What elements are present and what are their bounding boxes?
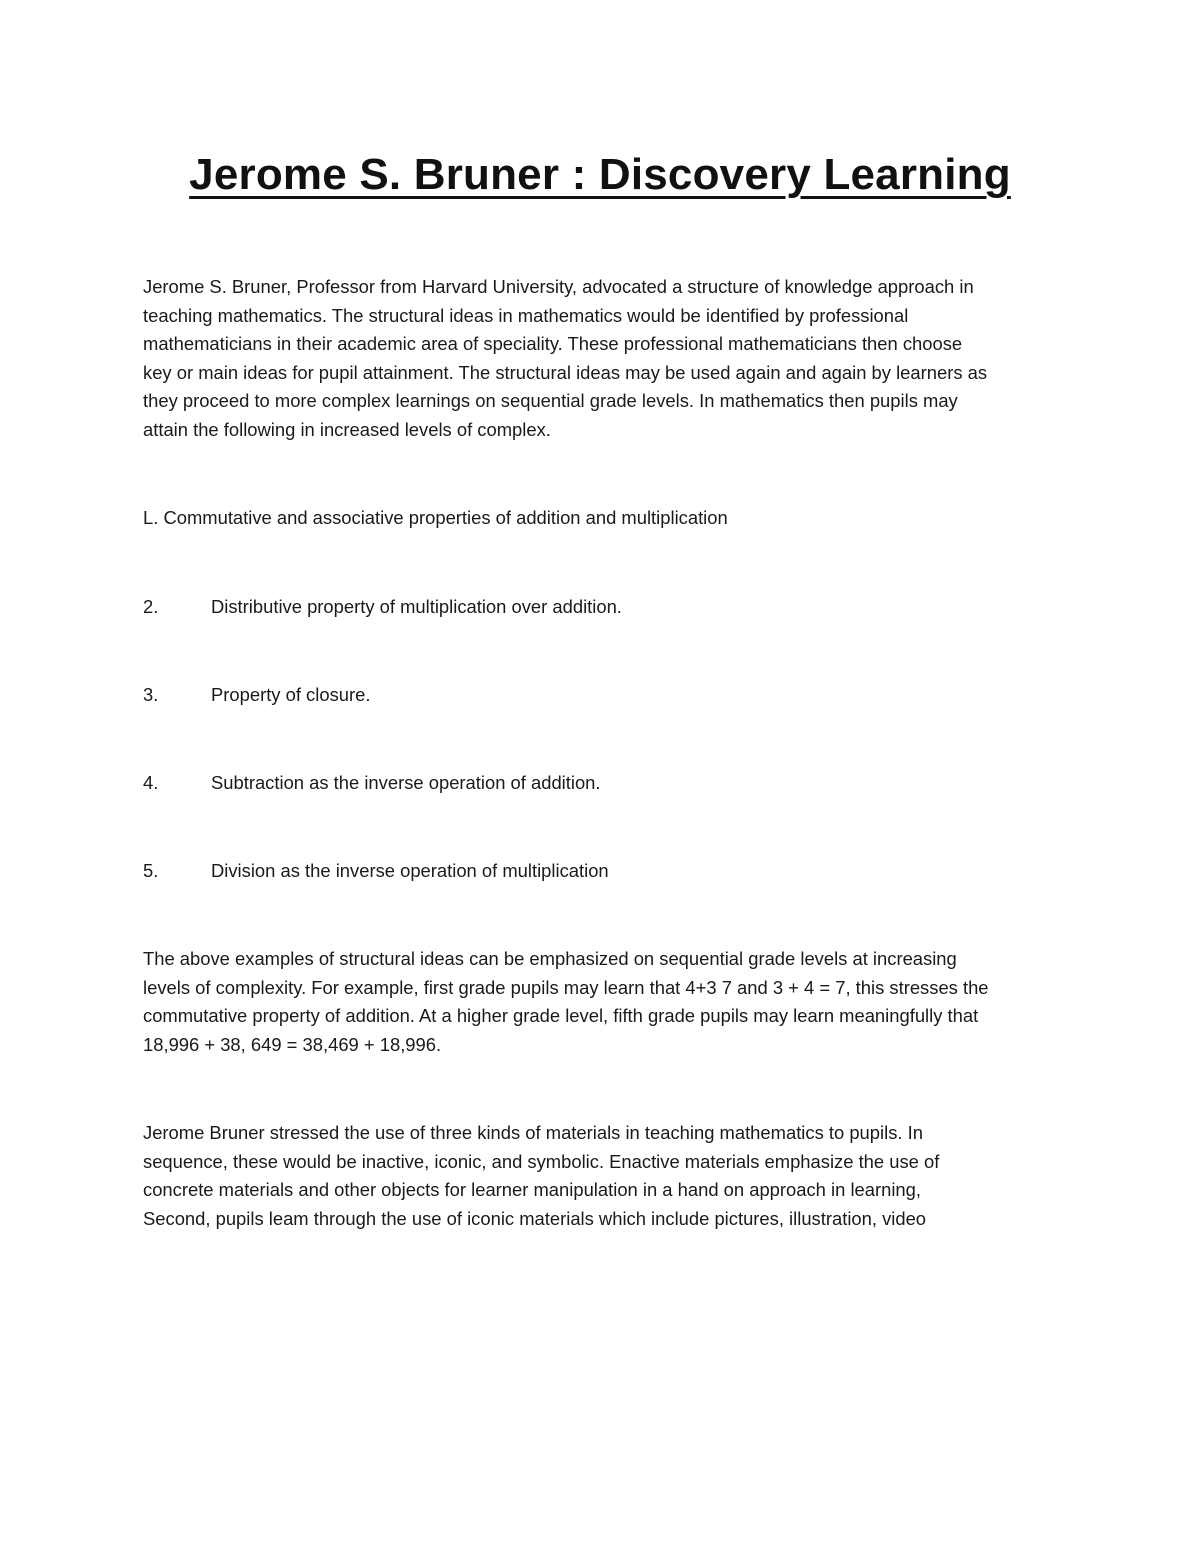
list-item-text: Subtraction as the inverse operation of addition. [211, 772, 601, 793]
paragraph-line: The above examples of structural ideas can be emphasized on sequential grade levels at increasing [143, 948, 957, 969]
list-item-text: Division as the inverse operation of multiplication [211, 860, 609, 881]
list-item-number: 3. [143, 684, 159, 705]
paragraph-line: Second, pupils leam through the use of iconic materials which include pictures, illustration, video [143, 1207, 927, 1229]
paragraph-line: commutative property of addition. At a higher grade level, fifth grade pupils may learn meaningfully that [143, 1005, 979, 1027]
list-item-text: Distributive property of multiplication over addition. [211, 596, 622, 617]
paragraph-line: levels of complexity. For example, first grade pupils may learn that 4+3 7 and 3 + 4 = 7, this stresses the [143, 976, 989, 998]
list-item-number: 4. [143, 772, 159, 793]
list-item-number: 5. [143, 860, 159, 881]
paragraph-line: 18,996 + 38, 649 = 38,469 + 18,996. [143, 1033, 442, 1055]
list-item-first: L. Commutative and associative properties of addition and multiplication [143, 507, 728, 528]
list-item-text: Property of closure. [211, 684, 371, 705]
paragraph-line: key or main ideas for pupil attainment. The structural ideas may be used again and again by learners as [143, 361, 988, 383]
examples-paragraph [143, 945, 1063, 1059]
paragraph-line: sequence, these would be inactive, iconic, and symbolic. Enactive materials emphasize the use of [143, 1150, 940, 1172]
intro-paragraph [143, 273, 1063, 445]
list-item-number: 2. [143, 596, 159, 617]
paragraph-line: Jerome S. Bruner, Professor from Harvard University, advocated a structure of knowledge approach in [143, 276, 974, 297]
paragraph-line: teaching mathematics. The structural ideas in mathematics would be identified by professional [143, 304, 909, 326]
paragraph-line: mathematicians in their academic area of speciality. These professional mathematicians then choose [143, 333, 963, 355]
paragraph-line: Jerome Bruner stressed the use of three kinds of materials in teaching mathematics to pupils. In [143, 1122, 923, 1143]
materials-paragraph [143, 1119, 1063, 1233]
paragraph-line: they proceed to more complex learnings on sequential grade levels. In mathematics then pupils may [143, 390, 958, 412]
paragraph-line: attain the following in increased levels of complex. [143, 418, 551, 440]
document-title: Jerome S. Bruner : Discovery Learning [189, 150, 1011, 199]
paragraph-line: concrete materials and other objects for learner manipulation in a hand on approach in learning, [143, 1179, 921, 1201]
